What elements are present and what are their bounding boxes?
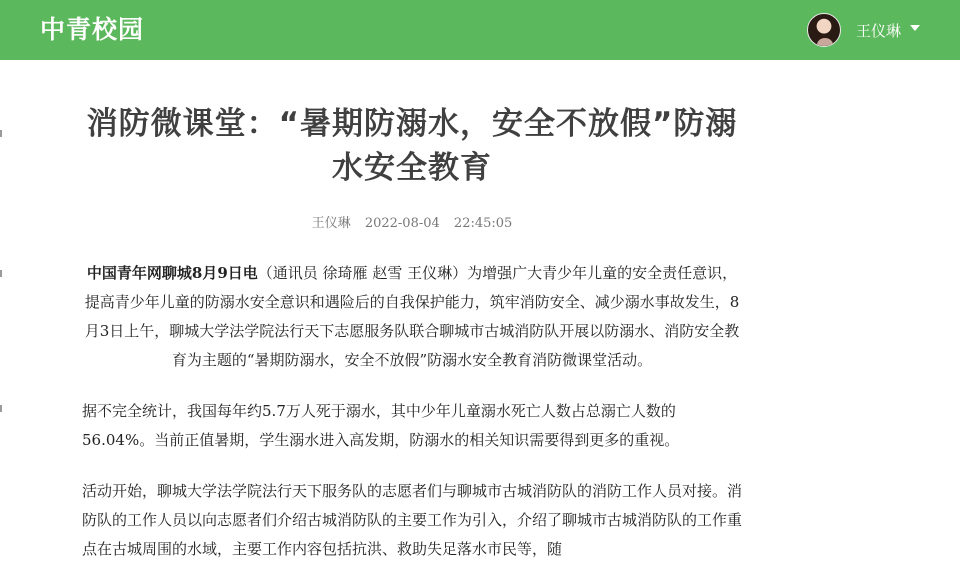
- caret-down-icon[interactable]: [910, 25, 920, 31]
- top-navbar: [0, 0, 960, 60]
- paragraph-text: 活动开始，聊城大学法学院法行天下服务队的志愿者们与聊城市古城消防队的消防工作人员对接。消防队的工作人员以向志愿者们介绍古城消防队的主要工作为引入，介绍了聊城市古城消防队的工作重点在古城周围的水域，主要工作内容包括抗洪、救助失足落水市民等，随: [82, 482, 743, 558]
- article-paragraph: [82, 397, 742, 455]
- article-body: [82, 259, 742, 564]
- user-avatar[interactable]: [807, 13, 841, 47]
- paragraph-text: （通讯员 徐琦雁 赵雪 王仪琳）为增强广大青少年儿童的安全责任意识，提高青少年儿童的防溺水安全意识和遇险后的自我保护能力，筑牢消防安全、减少溺水事故发生，8月3日上午，聊城大学法学院法行天下志愿服务队联合聊城市古城消防队开展以防溺水、消防安全教育为主题的“暑期防溺水，安全不放假”防溺水安全教育消防微课堂活动。: [84, 264, 740, 369]
- article-title: 消防微课堂：“暑期防溺水，安全不放假”防溺水安全教育: [86, 106, 738, 186]
- window-edge-markers: [0, 60, 3, 575]
- article-dateline: 中国青年网聊城8月9日电: [86, 264, 258, 282]
- user-menu[interactable]: [807, 12, 920, 48]
- paragraph-text: 据不完全统计，我国每年约5.7万人死于溺水，其中少年儿童溺水死亡人数占总溺亡人数的56.04%。当前正值暑期，学生溺水进入高发期，防溺水的相关知识需要得到更多的重视。: [82, 402, 680, 449]
- article-paragraph: [82, 259, 742, 375]
- user-name[interactable]: 王仪琳: [855, 21, 901, 40]
- edge-marker: [0, 130, 2, 137]
- article-meta: [82, 212, 742, 231]
- article: [82, 60, 742, 586]
- article-time: 22:45:05: [453, 216, 513, 231]
- edge-marker: [0, 405, 2, 412]
- article-author: 王仪琳: [311, 216, 351, 231]
- site-logo[interactable]: 中青校园: [40, 15, 145, 44]
- article-date: 2022-08-04: [364, 216, 440, 231]
- article-paragraph: [82, 477, 742, 564]
- edge-marker: [0, 270, 2, 277]
